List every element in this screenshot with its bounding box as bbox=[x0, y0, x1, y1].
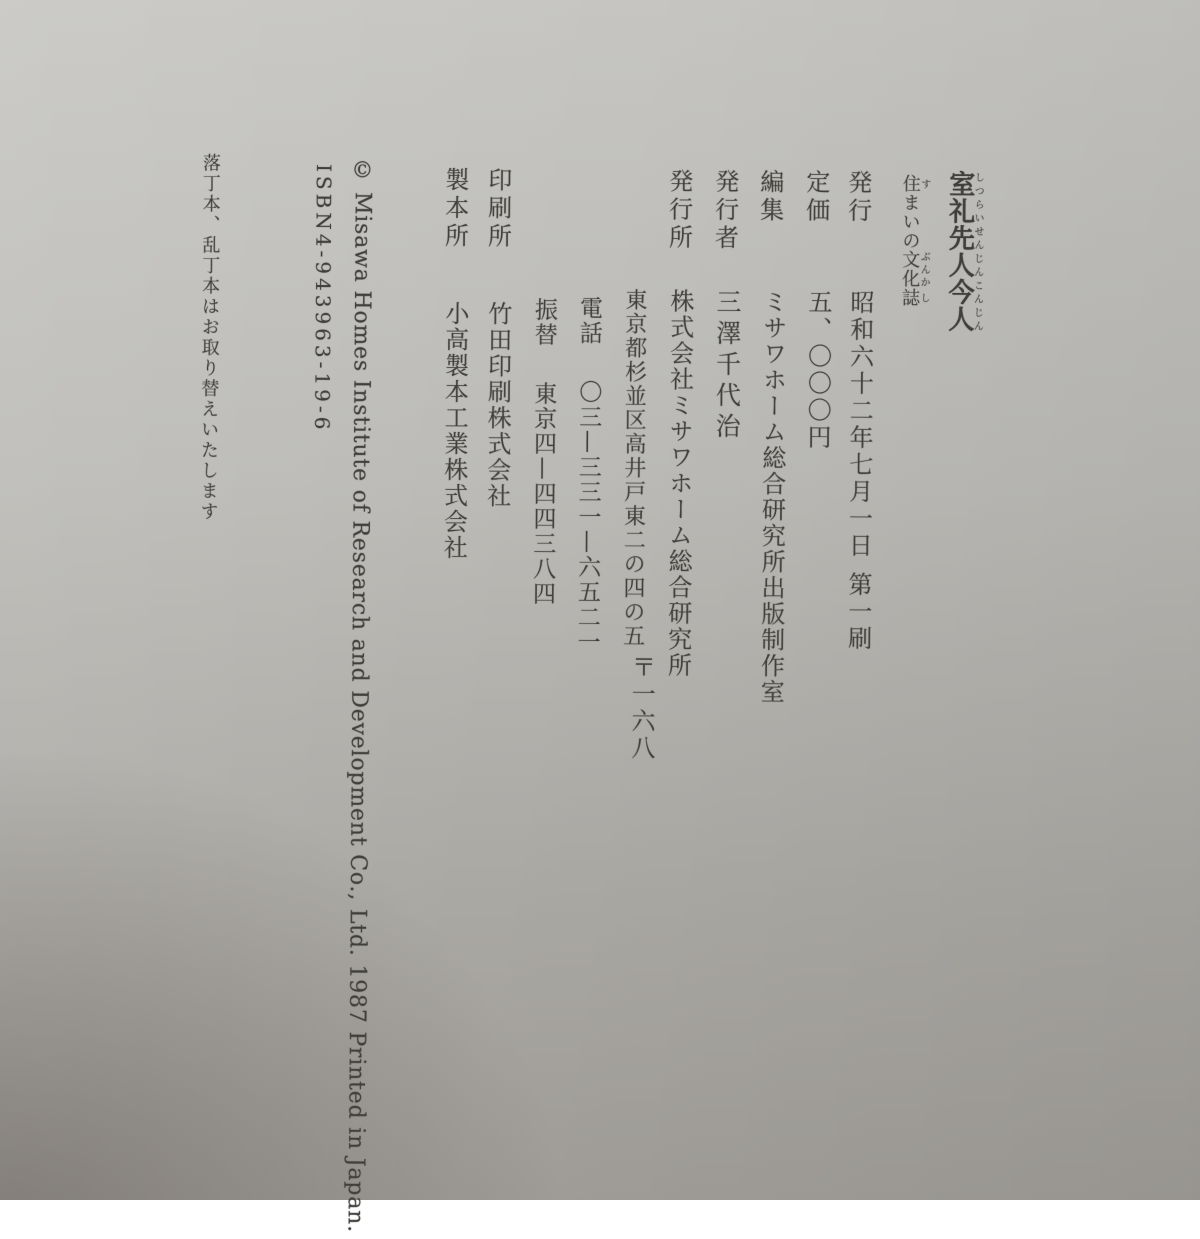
subtitle-segment-1 bbox=[900, 174, 921, 193]
phone-line bbox=[575, 296, 601, 655]
subtitle-segment-4 bbox=[899, 288, 920, 307]
publish-date: 昭和六十二年七月一日 bbox=[844, 290, 874, 560]
subtitle-ruby-1: す bbox=[919, 174, 930, 193]
title-segment-1 bbox=[945, 170, 975, 224]
copyright-line: © Misawa Homes Institute of Research and Development Co., Ltd. 1987 Printed in Japan. bbox=[343, 158, 373, 1233]
title-base-2: 先人 bbox=[944, 224, 974, 278]
label-binder: 製本所 bbox=[442, 167, 467, 251]
edition: 第一刷 bbox=[844, 572, 873, 653]
label-printer: 印刷所 bbox=[485, 167, 510, 251]
defective-copy-note: 落丁本、乱丁本はお取り替えいたします bbox=[198, 153, 219, 522]
label-price: 定価 bbox=[804, 169, 828, 225]
title-segment-3 bbox=[944, 278, 974, 332]
price-value: 五、〇〇〇円 bbox=[805, 289, 830, 451]
publish-date-and-edition bbox=[846, 290, 873, 653]
title-base-1: 室礼 bbox=[945, 170, 975, 224]
postal-code: 〒一六八 bbox=[629, 654, 654, 762]
subtitle-base-1: 住 bbox=[900, 174, 921, 193]
subtitle-segment-3 bbox=[899, 250, 920, 288]
editing-value: ミサワホーム総合研究所出版制作室 bbox=[758, 289, 785, 705]
label-editing: 編集 bbox=[758, 169, 782, 225]
book-subtitle bbox=[900, 174, 929, 307]
book-title bbox=[946, 170, 983, 332]
subtitle-base-2: まいの bbox=[899, 193, 920, 250]
subtitle-base-3: 文化 bbox=[899, 250, 920, 288]
subtitle-ruby-3: ぶんか bbox=[918, 250, 929, 288]
label-phone: 電話 bbox=[576, 296, 602, 346]
subtitle-base-4: 誌 bbox=[899, 288, 920, 307]
label-publisher-office: 発行所 bbox=[666, 168, 691, 252]
publisher-office-value: 株式会社ミサワホーム総合研究所 bbox=[665, 288, 692, 678]
printer-value: 竹田印刷株式会社 bbox=[485, 301, 510, 509]
title-ruby-3: こんじん bbox=[971, 279, 982, 333]
spacer bbox=[588, 346, 589, 380]
title-ruby-1: しつらい bbox=[972, 171, 983, 225]
spacer bbox=[543, 348, 544, 382]
label-publish: 発行 bbox=[846, 170, 870, 226]
publisher-person-value: 三澤千代治 bbox=[714, 289, 740, 444]
publisher-address: 東京都杉並区高井戸東二の四の五 bbox=[621, 288, 646, 648]
label-publisher-person: 発行者 bbox=[712, 169, 737, 253]
binder-value: 小高製本工業株式会社 bbox=[441, 301, 467, 561]
transfer-account: 東京四—四四三八四 bbox=[529, 382, 557, 607]
title-base-3: 今人 bbox=[944, 278, 974, 332]
subtitle-ruby-4: し bbox=[918, 288, 929, 307]
transfer-line bbox=[530, 298, 555, 607]
spacer bbox=[858, 560, 859, 572]
title-segment-2 bbox=[944, 224, 974, 278]
subtitle-segment-2 bbox=[899, 193, 920, 250]
isbn-line: ISBN4-943963-19-6 bbox=[312, 164, 334, 433]
phone-number: 〇三—三三一—六五二一 bbox=[574, 380, 602, 655]
label-transfer: 振替 bbox=[531, 298, 557, 348]
title-ruby-2: せんじん bbox=[972, 225, 983, 279]
